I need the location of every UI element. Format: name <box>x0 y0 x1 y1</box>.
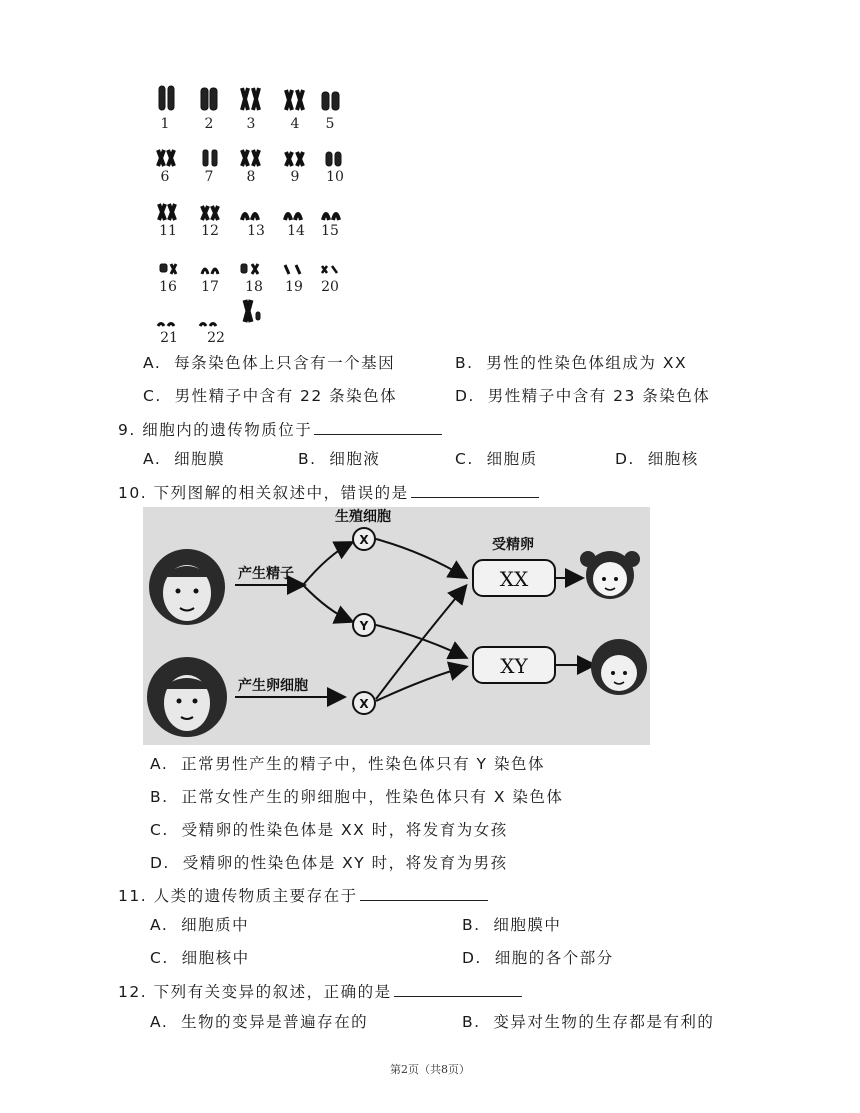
chromosome-pair-9 <box>286 152 303 166</box>
chromosome-pair-11 <box>159 204 175 220</box>
germ-cell-y-sperm <box>353 614 375 636</box>
option-label: D. <box>615 450 635 468</box>
karyotype-chromosomes <box>150 80 370 350</box>
option-label: C. <box>143 387 162 405</box>
chromosome-number: 20 <box>321 279 339 295</box>
chromosome-pair-17 <box>202 269 218 274</box>
q11-option-b[interactable] <box>462 913 561 935</box>
option-label: C. <box>150 821 169 839</box>
zygote-label: 受精卵 <box>492 537 534 553</box>
option-label: D. <box>462 949 482 967</box>
chromosome-number: 4 <box>290 116 300 132</box>
egg-label: 产生卵细胞 <box>238 678 308 694</box>
chromosome-pair-18 <box>241 264 258 274</box>
option-text: 细胞质中 <box>181 916 250 934</box>
option-text: 细胞膜中 <box>493 916 562 934</box>
chromosome-pair-4 <box>286 90 303 110</box>
q11-option-c[interactable] <box>150 946 250 968</box>
option-label: A. <box>150 755 169 773</box>
answer-blank[interactable] <box>411 483 539 498</box>
chromosome-number: 14 <box>287 223 305 239</box>
option-text: 男性精子中含有 22 条染色体 <box>174 387 398 405</box>
chromosome-pair-21 <box>158 324 174 327</box>
chromosome-number: 19 <box>285 279 303 295</box>
chromosome-pair-8 <box>242 150 259 166</box>
q9-option-a[interactable] <box>143 447 225 469</box>
boy-face-icon <box>591 639 647 695</box>
option-label: A. <box>150 1013 169 1031</box>
chromosome-number: 16 <box>159 279 177 295</box>
q10-option-b[interactable] <box>150 785 563 807</box>
chromosome-number: 10 <box>326 169 344 185</box>
option-text: 受精卵的性染色体是 XY 时，将发育为男孩 <box>182 854 508 872</box>
option-label: A. <box>143 354 162 372</box>
option-text: 细胞液 <box>329 450 381 468</box>
option-text: 细胞膜 <box>174 450 226 468</box>
sperm-label: 产生精子 <box>238 566 294 582</box>
q9-option-d[interactable] <box>615 447 699 469</box>
option-text: 男性精子中含有 23 条染色体 <box>487 387 711 405</box>
chromosome-number: 1 <box>160 116 170 132</box>
svg-text:XY: XY <box>500 654 528 678</box>
q12-option-b[interactable] <box>462 1010 714 1032</box>
mother-face-icon <box>147 657 227 737</box>
sex-chromosomes-xy <box>245 300 260 322</box>
svg-text:X: X <box>359 533 369 547</box>
chromosome-pair-19 <box>285 265 300 274</box>
option-label: D. <box>455 387 475 405</box>
chromosome-pair-13 <box>242 214 258 220</box>
germ-cell-x-egg <box>353 692 375 714</box>
page-footer: 第2页（共8页） <box>390 1063 470 1076</box>
karyotype-figure <box>150 80 370 350</box>
option-text: 变异对生物的生存都是有利的 <box>493 1013 715 1031</box>
option-text: 男性的性染色体组成为 XX <box>486 354 688 372</box>
option-text: 生物的变异是普遍存在的 <box>181 1013 369 1031</box>
option-label: C. <box>150 949 169 967</box>
option-text: 细胞的各个部分 <box>494 949 614 967</box>
girl-face-icon <box>580 551 640 599</box>
q8-option-c[interactable] <box>143 384 397 406</box>
chromosome-number: 5 <box>325 116 335 132</box>
chromosome-number: 2 <box>204 116 214 132</box>
chromosome-number: 18 <box>245 279 263 295</box>
chromosome-pair-3 <box>242 88 259 110</box>
chromosome-pair-16 <box>160 264 176 274</box>
option-label: B. <box>462 916 481 934</box>
chromosome-pair-12 <box>202 206 218 220</box>
option-text: 每条染色体上只含有一个基因 <box>174 354 396 372</box>
chromosome-pair-1 <box>159 86 174 110</box>
option-label: B. <box>150 788 169 806</box>
question-text: 11. 人类的遗传物质主要存在于 <box>118 887 358 905</box>
q8-option-b[interactable] <box>455 351 687 373</box>
chromosome-pair-22 <box>200 324 216 327</box>
sex-determination-diagram <box>143 507 650 745</box>
answer-blank[interactable] <box>314 420 442 435</box>
question-text: 10. 下列图解的相关叙述中，错误的是 <box>118 484 409 502</box>
q8-option-d[interactable] <box>455 384 710 406</box>
q11-stem <box>118 884 488 906</box>
chromosome-pair-20 <box>322 266 337 273</box>
option-text: 细胞质 <box>486 450 538 468</box>
chromosome-number: 13 <box>247 223 265 239</box>
svg-text:Y: Y <box>359 619 369 633</box>
chromosome-number: 22 <box>207 330 225 346</box>
q9-option-b[interactable] <box>298 447 380 469</box>
chromosome-pair-7 <box>203 150 217 166</box>
option-text: 正常男性产生的精子中，性染色体只有 Y 染色体 <box>181 755 545 773</box>
chromosome-number: 17 <box>201 279 219 295</box>
chromosome-number: 7 <box>204 169 214 185</box>
q9-option-c[interactable] <box>455 447 538 469</box>
germ-cell-label: 生殖细胞 <box>335 509 391 525</box>
question-text: 12. 下列有关变异的叙述，正确的是 <box>118 983 392 1001</box>
question-text: 9. 细胞内的遗传物质位于 <box>118 421 313 439</box>
q10-stem <box>118 481 539 503</box>
germ-cell-x-sperm <box>353 528 375 550</box>
option-label: C. <box>455 450 474 468</box>
chromosome-number: 8 <box>246 169 256 185</box>
option-label: B. <box>462 1013 481 1031</box>
option-text: 受精卵的性染色体是 XX 时，将发育为女孩 <box>181 821 508 839</box>
chromosome-number: 6 <box>160 169 170 185</box>
chromosome-number: 15 <box>321 223 339 239</box>
chromosome-number: 3 <box>246 116 256 132</box>
q12-stem <box>118 980 522 1002</box>
q10-option-c[interactable] <box>150 818 508 840</box>
q11-option-d[interactable] <box>462 946 614 968</box>
q12-option-a[interactable] <box>150 1010 368 1032</box>
chromosome-pair-14 <box>285 214 301 220</box>
svg-text:XX: XX <box>499 567 529 591</box>
chromosome-pair-2 <box>201 88 217 110</box>
chromosome-number: 11 <box>159 223 177 239</box>
answer-blank[interactable] <box>360 886 488 901</box>
zygote-xy-box <box>473 647 555 683</box>
chromosome-pair-5 <box>322 92 339 110</box>
chromosome-pair-10 <box>326 152 341 166</box>
option-label: B. <box>298 450 317 468</box>
option-text: 细胞核中 <box>181 949 250 967</box>
chromosome-number: 12 <box>201 223 219 239</box>
q9-stem <box>118 418 442 440</box>
option-label: A. <box>150 916 169 934</box>
chromosome-pair-15 <box>323 214 339 220</box>
chromosome-number: 21 <box>160 330 178 346</box>
answer-blank[interactable] <box>394 982 522 997</box>
q10-option-d[interactable] <box>150 851 508 873</box>
chromosome-number: 9 <box>290 169 300 185</box>
option-text: 正常女性产生的卵细胞中，性染色体只有 X 染色体 <box>181 788 564 806</box>
q8-option-a[interactable] <box>143 351 395 373</box>
q10-option-a[interactable] <box>150 752 545 774</box>
svg-text:X: X <box>359 697 369 711</box>
option-label: B. <box>455 354 474 372</box>
option-text: 细胞核 <box>647 450 699 468</box>
zygote-xx-box <box>473 560 555 596</box>
q11-option-a[interactable] <box>150 913 249 935</box>
option-label: D. <box>150 854 170 872</box>
option-label: A. <box>143 450 162 468</box>
chromosome-pair-6 <box>158 150 174 166</box>
father-face-icon <box>149 549 225 625</box>
